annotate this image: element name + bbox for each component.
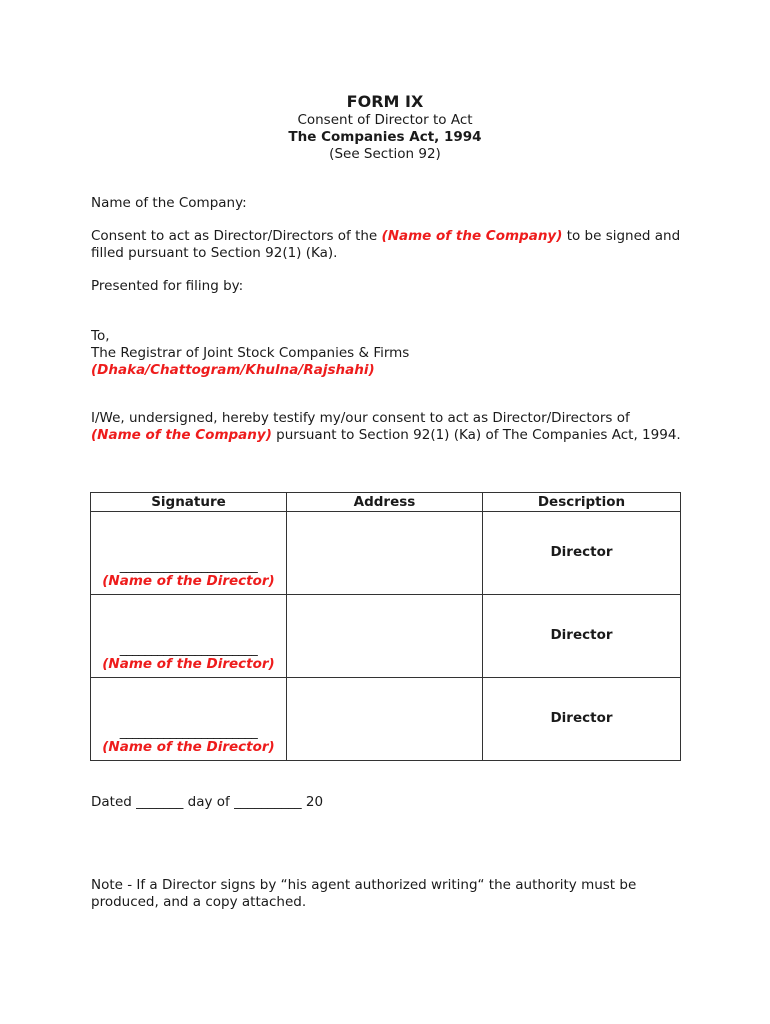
signature-column-header: Signature [91, 493, 287, 512]
dated-line: Dated _______ day of __________ 20 [91, 794, 324, 810]
form-title: FORM IX [346, 92, 424, 111]
testimony-paragraph [91, 410, 681, 444]
table-row [91, 595, 681, 678]
company-name-label: Name of the Company: [91, 195, 247, 211]
signature-line: ______________________ [119, 558, 258, 574]
form-subtitle: Consent of Director to Act [297, 112, 473, 128]
director-name-placeholder: (Name of the Director) [102, 656, 275, 672]
director-name-placeholder: (Name of the Director) [102, 739, 275, 755]
director-name-placeholder: (Name of the Director) [102, 573, 275, 589]
testimony-company-placeholder: (Name of the Company) [91, 427, 272, 443]
form-header [0, 92, 770, 163]
signature-cell[interactable] [91, 512, 287, 595]
description-value: Director [550, 627, 613, 643]
signature-line: ______________________ [119, 641, 258, 657]
description-cell [483, 678, 681, 761]
description-value: Director [550, 544, 613, 560]
address-cell[interactable] [287, 512, 483, 595]
registrar-offices: (Dhaka/Chattogram/Khulna/Rajshahi) [91, 362, 375, 378]
table-row [91, 512, 681, 595]
directors-table [90, 492, 681, 761]
signature-cell[interactable] [91, 595, 287, 678]
description-cell [483, 512, 681, 595]
address-cell[interactable] [287, 678, 483, 761]
presented-for-filing-label: Presented for filing by: [91, 278, 244, 294]
table-row [91, 678, 681, 761]
table-header-row [91, 493, 681, 512]
authority-note: Note - If a Director signs by “his agent authorized writing“ the authority must be produced, and a copy attached. [91, 877, 637, 910]
signature-cell[interactable] [91, 678, 287, 761]
addressee-block [91, 328, 681, 379]
addressee-to: To, [91, 328, 110, 344]
description-value: Director [550, 710, 613, 726]
consent-paragraph [91, 228, 681, 262]
description-cell [483, 595, 681, 678]
act-title: The Companies Act, 1994 [288, 129, 482, 145]
company-name-placeholder: (Name of the Company) [381, 228, 563, 244]
consent-text-end: to be signed and filled pursuant to Section 92(1) (Ka). [91, 228, 681, 261]
description-column-header: Description [483, 493, 681, 512]
registrar-name: The Registrar of Joint Stock Companies & Firms [91, 345, 410, 361]
signature-line: ______________________ [119, 724, 258, 740]
testimony-text-end: pursuant to Section 92(1) (Ka) of The Companies Act, 1994. [271, 427, 681, 443]
consent-text-start: Consent to act as Director/Directors of the [91, 228, 382, 244]
address-cell[interactable] [287, 595, 483, 678]
address-column-header: Address [287, 493, 483, 512]
section-reference: (See Section 92) [329, 146, 441, 162]
testimony-text-start: I/We, undersigned, hereby testify my/our consent to act as Director/Directors of [91, 410, 630, 426]
